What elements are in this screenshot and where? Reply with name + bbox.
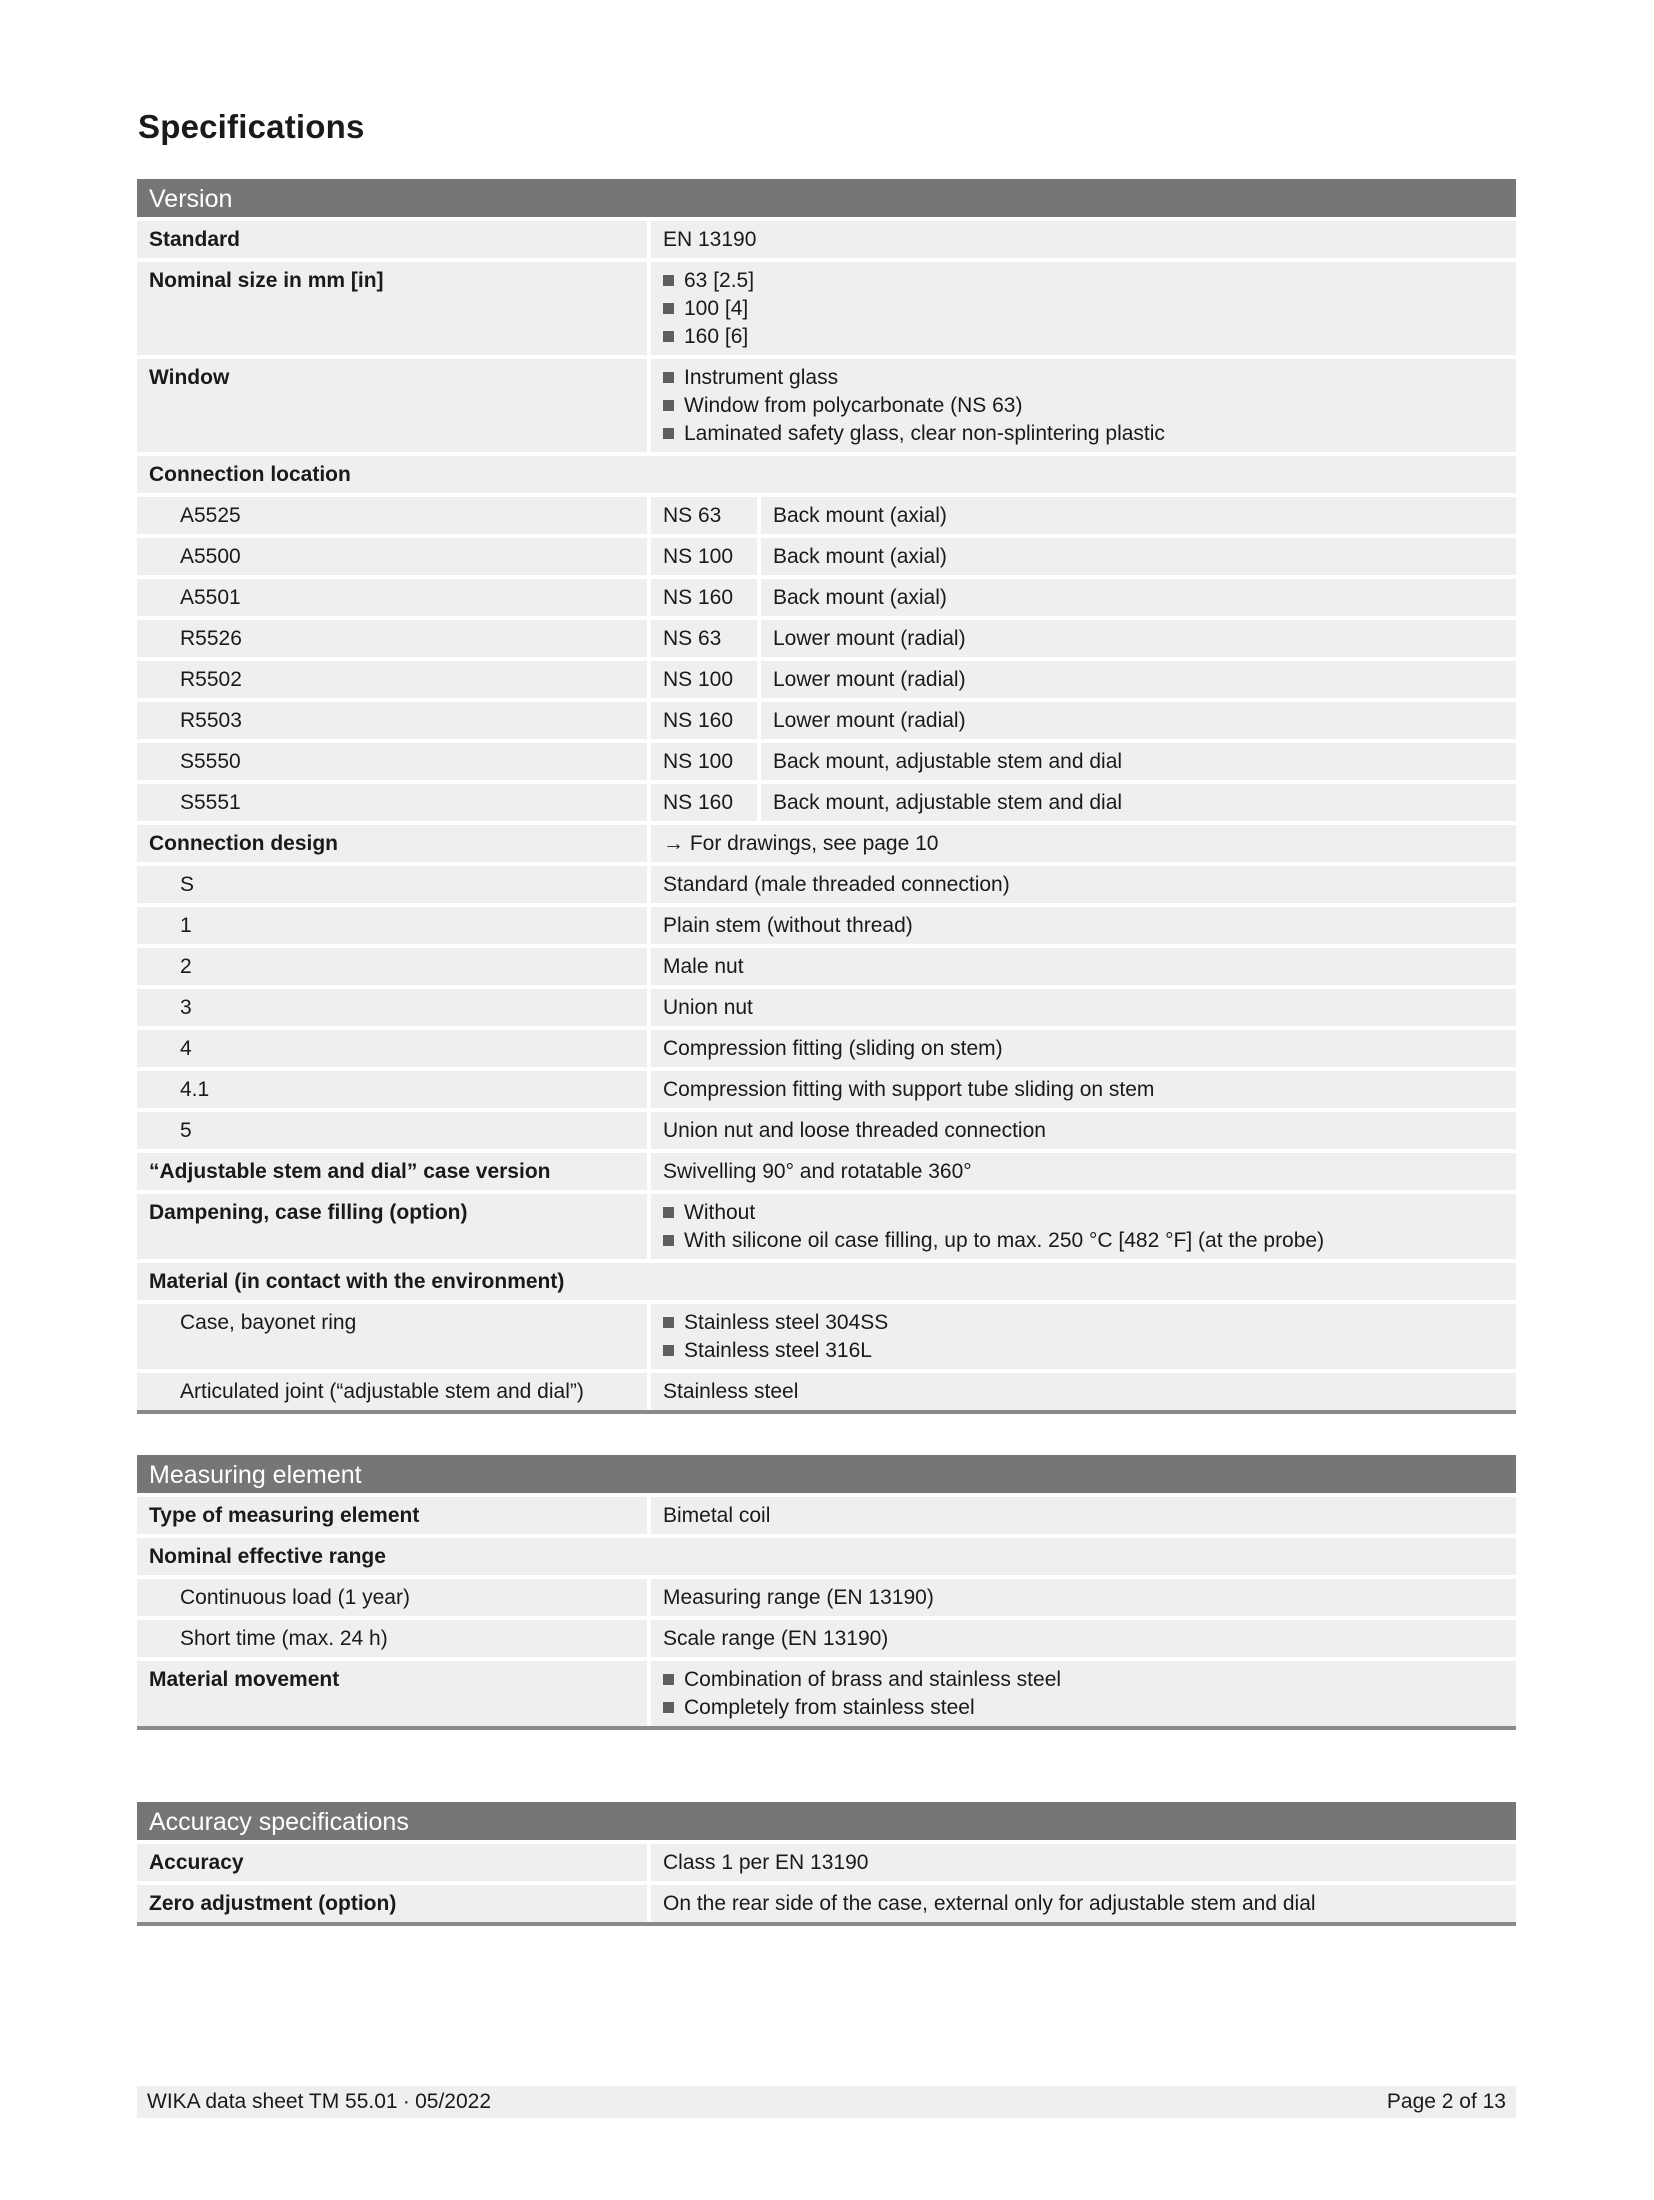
connection-location-label: Connection location <box>137 456 1516 493</box>
table-row <box>137 1030 1516 1067</box>
connection-code: R5502 <box>137 661 647 698</box>
joint-value: Stainless steel <box>651 1373 1516 1410</box>
connection-ns: NS 63 <box>651 620 757 657</box>
table-row <box>137 1844 1516 1881</box>
list-item: 63 [2.5] <box>663 267 1504 295</box>
connection-desc: Back mount, adjustable stem and dial <box>761 743 1516 780</box>
square-bullet-icon <box>663 1317 674 1328</box>
square-bullet-icon <box>663 275 674 286</box>
design-desc: Compression fitting (sliding on stem) <box>651 1030 1516 1067</box>
standard-label: Standard <box>137 221 647 258</box>
window-list <box>651 359 1516 452</box>
connection-ns: NS 63 <box>651 497 757 534</box>
table-row <box>137 221 1516 258</box>
square-bullet-icon <box>663 1235 674 1246</box>
table-row <box>137 1620 1516 1657</box>
accuracy-header: Accuracy specifications <box>137 1802 1516 1840</box>
nominal-size-list <box>651 262 1516 355</box>
design-desc: Compression fitting with support tube sliding on stem <box>651 1071 1516 1108</box>
movement-list <box>651 1661 1516 1726</box>
square-bullet-icon <box>663 428 674 439</box>
table-row <box>137 1497 1516 1534</box>
zero-adjust-label: Zero adjustment (option) <box>137 1885 647 1922</box>
connection-desc: Lower mount (radial) <box>761 661 1516 698</box>
measuring-header: Measuring element <box>137 1455 1516 1493</box>
accuracy-section <box>137 1802 1516 1926</box>
design-code: 2 <box>137 948 647 985</box>
design-desc: Plain stem (without thread) <box>651 907 1516 944</box>
connection-design-label: Connection design <box>137 825 647 862</box>
case-ring-label: Case, bayonet ring <box>137 1304 647 1369</box>
case-version-label: “Adjustable stem and dial” case version <box>137 1153 647 1190</box>
connection-code: R5526 <box>137 620 647 657</box>
table-row <box>137 1194 1516 1259</box>
connection-ns: NS 160 <box>651 579 757 616</box>
connection-desc: Back mount (axial) <box>761 538 1516 575</box>
short-value: Scale range (EN 13190) <box>651 1620 1516 1657</box>
list-item: Laminated safety glass, clear non-splintering plastic <box>663 420 1504 448</box>
case-ring-list <box>651 1304 1516 1369</box>
zero-adjust-value: On the rear side of the case, external only for adjustable stem and dial <box>651 1885 1516 1922</box>
table-row <box>137 1153 1516 1190</box>
table-row <box>137 1304 1516 1369</box>
list-item: Window from polycarbonate (NS 63) <box>663 392 1504 420</box>
design-code: 1 <box>137 907 647 944</box>
list-item: Completely from stainless steel <box>663 1694 1504 1722</box>
square-bullet-icon <box>663 372 674 383</box>
design-desc: Union nut and loose threaded connection <box>651 1112 1516 1149</box>
material-label: Material (in contact with the environment) <box>137 1263 1516 1300</box>
connection-code: A5525 <box>137 497 647 534</box>
page-title: Specifications <box>138 108 365 145</box>
continuous-value: Measuring range (EN 13190) <box>651 1579 1516 1616</box>
case-version-value: Swivelling 90° and rotatable 360° <box>651 1153 1516 1190</box>
design-code: 4.1 <box>137 1071 647 1108</box>
design-code: 3 <box>137 989 647 1026</box>
connection-code: R5503 <box>137 702 647 739</box>
table-row <box>137 497 1516 534</box>
table-row <box>137 1263 1516 1300</box>
connection-desc: Back mount, adjustable stem and dial <box>761 784 1516 821</box>
table-row <box>137 262 1516 355</box>
table-row <box>137 1538 1516 1575</box>
design-desc: Standard (male threaded connection) <box>651 866 1516 903</box>
connection-desc: Lower mount (radial) <box>761 702 1516 739</box>
connection-desc: Back mount (axial) <box>761 497 1516 534</box>
connection-code: A5500 <box>137 538 647 575</box>
list-item: Without <box>663 1199 1504 1227</box>
dampening-list <box>651 1194 1516 1259</box>
connection-design-ref: → For drawings, see page 10 <box>651 825 1516 862</box>
table-row <box>137 907 1516 944</box>
design-desc: Union nut <box>651 989 1516 1026</box>
connection-ns: NS 100 <box>651 743 757 780</box>
list-item: Stainless steel 304SS <box>663 1309 1504 1337</box>
page-footer <box>137 2086 1516 2118</box>
design-code: S <box>137 866 647 903</box>
standard-value: EN 13190 <box>651 221 1516 258</box>
list-item: Combination of brass and stainless steel <box>663 1666 1504 1694</box>
square-bullet-icon <box>663 303 674 314</box>
design-desc: Male nut <box>651 948 1516 985</box>
table-row <box>137 743 1516 780</box>
movement-label: Material movement <box>137 1661 647 1726</box>
short-label: Short time (max. 24 h) <box>137 1620 647 1657</box>
square-bullet-icon <box>663 1702 674 1713</box>
nominal-size-label: Nominal size in mm [in] <box>137 262 647 355</box>
joint-label: Articulated joint (“adjustable stem and dial”) <box>137 1373 647 1410</box>
type-value: Bimetal coil <box>651 1497 1516 1534</box>
accuracy-label: Accuracy <box>137 1844 647 1881</box>
table-row <box>137 456 1516 493</box>
table-row <box>137 825 1516 862</box>
table-row <box>137 1112 1516 1149</box>
table-row <box>137 866 1516 903</box>
square-bullet-icon <box>663 1207 674 1218</box>
table-row <box>137 538 1516 575</box>
table-row <box>137 1579 1516 1616</box>
page-number: Page 2 of 13 <box>1386 2090 1506 2113</box>
connection-code: S5551 <box>137 784 647 821</box>
version-header: Version <box>137 179 1516 217</box>
accuracy-value: Class 1 per EN 13190 <box>651 1844 1516 1881</box>
table-row <box>137 661 1516 698</box>
design-code: 4 <box>137 1030 647 1067</box>
connection-ns: NS 100 <box>651 661 757 698</box>
footer-doc-id: WIKA data sheet TM 55.01 ∙ 05/2022 <box>147 2090 491 2113</box>
window-label: Window <box>137 359 647 452</box>
version-table <box>137 221 1516 1414</box>
connection-desc: Lower mount (radial) <box>761 620 1516 657</box>
table-row <box>137 579 1516 616</box>
square-bullet-icon <box>663 331 674 342</box>
table-row <box>137 1885 1516 1922</box>
dampening-label: Dampening, case filling (option) <box>137 1194 647 1259</box>
table-row <box>137 1373 1516 1410</box>
type-label: Type of measuring element <box>137 1497 647 1534</box>
connection-code: A5501 <box>137 579 647 616</box>
list-item: 160 [6] <box>663 323 1504 351</box>
list-item: Stainless steel 316L <box>663 1337 1504 1365</box>
table-row <box>137 1661 1516 1726</box>
square-bullet-icon <box>663 1674 674 1685</box>
design-code: 5 <box>137 1112 647 1149</box>
measuring-section <box>137 1455 1516 1730</box>
accuracy-table <box>137 1844 1516 1926</box>
connection-ns: NS 160 <box>651 702 757 739</box>
table-row <box>137 359 1516 452</box>
version-section <box>137 179 1516 1414</box>
range-label: Nominal effective range <box>137 1538 1516 1575</box>
list-item: With silicone oil case filling, up to max. 250 °C [482 °F] (at the probe) <box>663 1227 1504 1255</box>
connection-desc: Back mount (axial) <box>761 579 1516 616</box>
list-item: Instrument glass <box>663 364 1504 392</box>
square-bullet-icon <box>663 1345 674 1356</box>
connection-code: S5550 <box>137 743 647 780</box>
measuring-table <box>137 1497 1516 1730</box>
continuous-label: Continuous load (1 year) <box>137 1579 647 1616</box>
table-row <box>137 1071 1516 1108</box>
connection-ns: NS 100 <box>651 538 757 575</box>
table-row <box>137 702 1516 739</box>
table-row <box>137 620 1516 657</box>
list-item: 100 [4] <box>663 295 1504 323</box>
table-row <box>137 989 1516 1026</box>
square-bullet-icon <box>663 400 674 411</box>
table-row <box>137 784 1516 821</box>
connection-ns: NS 160 <box>651 784 757 821</box>
table-row <box>137 948 1516 985</box>
